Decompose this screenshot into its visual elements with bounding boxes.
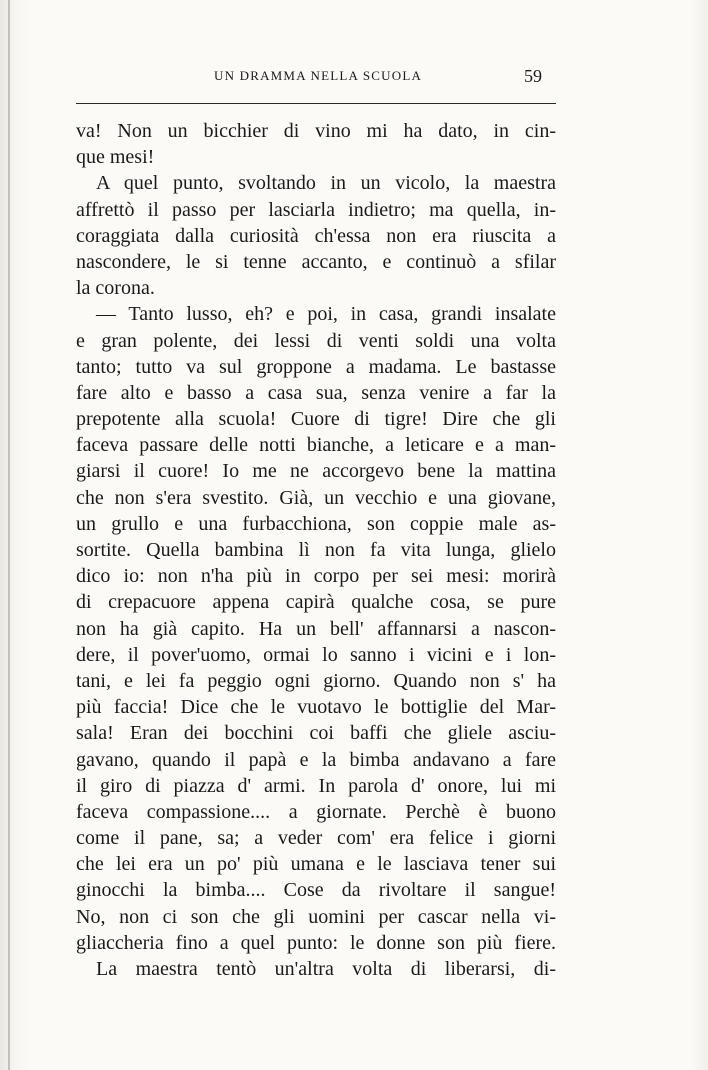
text-line: giarsi il cuore! Io me ne accorgevo bene la mattina <box>76 460 556 483</box>
text-line: dico io: non n'ha più in corpo per sei mesi: morirà <box>76 565 556 588</box>
text-line: la corona. <box>76 277 155 300</box>
text-line: faceva compassione.... a giornate. Perchè è buono <box>76 800 556 823</box>
text-line: prepotente alla scuola! Cuore di tigre! Dire che gli <box>76 408 556 431</box>
text-line: gavano, quando il papà e la bimba andavano a fare <box>76 748 556 771</box>
text-line: nascondere, le si tenne accanto, e continuò a sfilar <box>76 250 556 273</box>
text-line: sortite. Quella bambina lì non fa vita lunga, glielo <box>76 539 556 561</box>
text-line: faceva passare delle notti bianche, a leticare e a man- <box>76 434 556 457</box>
text-line: A quel punto, svoltando in un vicolo, la maestra <box>96 172 556 195</box>
text-line: que mesi! <box>76 146 155 169</box>
text-line: un grullo e una furbacchiona, son coppie male as- <box>76 512 556 535</box>
text-line: affrettò il passo per lasciarla indietro; ma quella, in- <box>76 198 556 221</box>
header-rule <box>76 103 556 104</box>
running-head <box>76 66 556 88</box>
text-line: che non s'era svestito. Già, un vecchio e una giovane, <box>76 486 556 509</box>
text-line: gliaccheria fino a quel punto: le donne son più fiere. <box>76 931 556 954</box>
text-line: tani, e lei fa peggio ogni giorno. Quando non s' ha <box>76 669 556 692</box>
page-number: 59 <box>524 66 542 86</box>
text-line: il giro di piazza d' armi. In parola d' onore, lui mi <box>76 774 556 797</box>
text-line: non ha già capito. Ha un bell' affannarsi a nascon- <box>76 617 556 640</box>
running-title: UN DRAMMA NELLA SCUOLA <box>214 68 423 83</box>
text-line: No, non ci son che gli uomini per cascar nella vi- <box>76 905 556 928</box>
text-line: più faccia! Dice che le vuotavo le bottiglie del Mar- <box>76 696 556 719</box>
text-line: che lei era un po' più umana e le lasciava tener sui <box>76 853 556 876</box>
text-line: di crepacuore appena capirà qualche cosa, se pure <box>76 591 556 614</box>
text-line: tanto; tutto va sul groppone a madama. Le bastasse <box>76 355 556 378</box>
text-line: come il pane, sa; a veder com' era felice i giorni <box>76 827 556 850</box>
text-line: dere, il pover'uomo, ormai lo sanno i vicini e i lon- <box>76 643 556 666</box>
text-line: fare alto e basso a casa sua, senza venire a far la <box>76 381 556 404</box>
text-line: — Tanto lusso, eh? e poi, in casa, grandi insalate <box>96 303 556 326</box>
page-gutter <box>8 0 10 1070</box>
body-text <box>76 118 556 982</box>
text-line: e gran polente, dei lessi di venti soldi una volta <box>76 329 556 352</box>
text-line: sala! Eran dei bocchini coi baffi che gliele asciu- <box>76 722 556 745</box>
text-line: va! Non un bicchier di vino mi ha dato, in cin- <box>76 120 556 142</box>
text-line: ginocchi la bimba.... Cose da rivoltare il sangue! <box>76 879 556 902</box>
text-line: coraggiata dalla curiosità ch'essa non era riuscita a <box>76 224 556 247</box>
text-line: La maestra tentò un'altra volta di liberarsi, di- <box>96 958 556 980</box>
